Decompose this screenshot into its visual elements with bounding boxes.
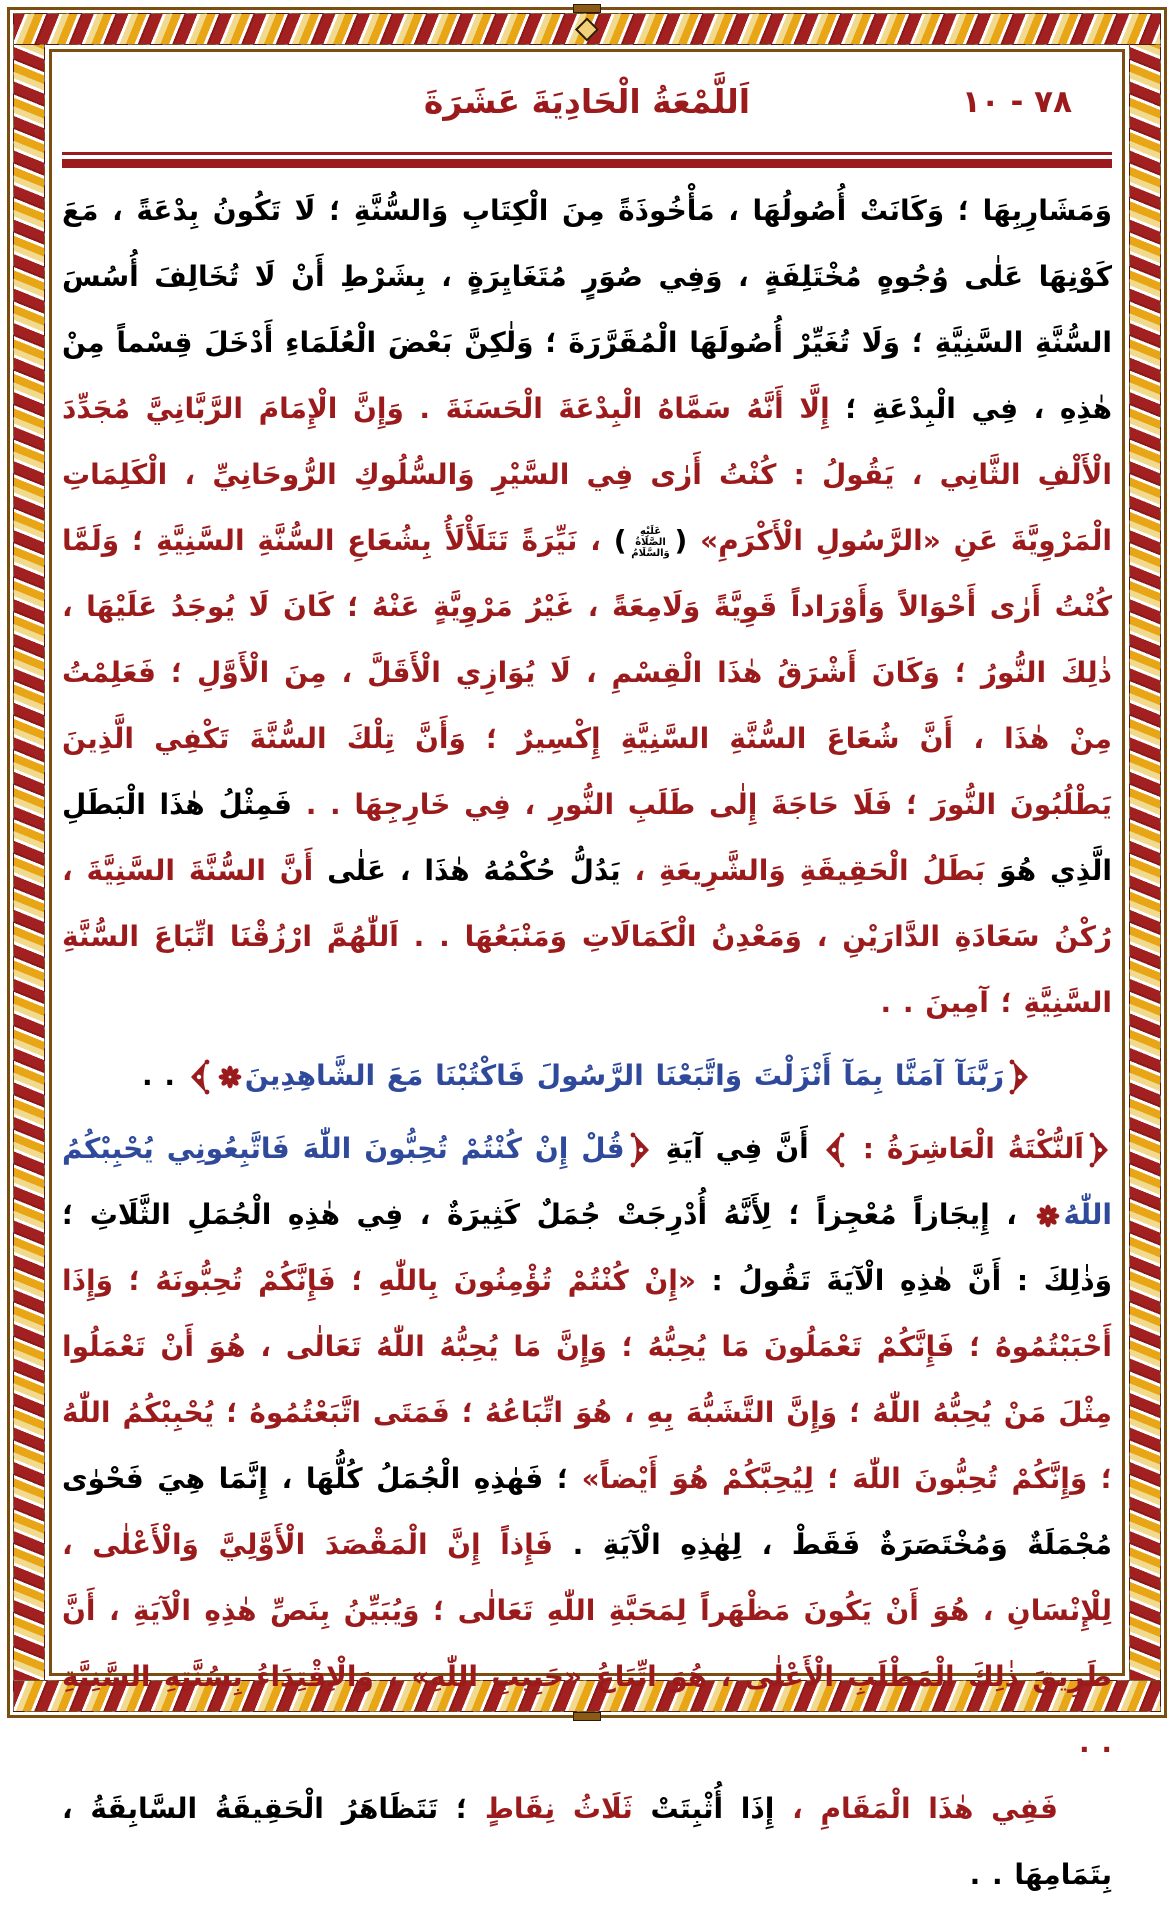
text-run: قُلْ إِنْ كُنْتُمْ تُحِبُّونَ اللّٰهَ فَاتَّبِعُونِي يُحْبِبْكُمُ اللّٰهُ [62,1132,1112,1231]
section-bracket-open-icon [1087,1129,1109,1171]
text-run: . . [141,1059,187,1092]
page-header [62,60,1112,140]
text-run: «إِنْ كُنْتُمْ تُؤْمِنُونَ بِاللّٰهِ ؛ فَإِنَّكُمْ تُحِبُّونَهُ ؛ وَإِذَا أَحْبَبْتُمُوهُ ؛ فَإِنَّكُمْ تَعْمَلُونَ مَا يُحِبُّهُ ؛ وَإِنَّ مَا يُحِبُّهُ اللّٰهُ تَعَالٰى ، هُوَ أَنْ تَعْمَلُوا مِثْلَ مَنْ يُحِبُّهُ اللّٰهُ ؛ وَإِنَّ التَّشَبُّهَ بِهِ ، هُوَ اتِّبَاعُهُ ؛ فَمَتَى اتَّبَعْتُمُوهُ ؛ يُحْبِبْكُمُ اللّٰهُ ؛ وَإِنَّكُمْ تُحِبُّونَ اللّٰهَ ؛ لِيُحِبَّكُمْ هُوَ أَيْضاً» [62,1264,1112,1495]
header-rule-thick-line [62,159,1112,168]
border-tab-top [573,4,601,13]
section-bracket-close-icon [825,1129,847,1171]
text-run: اَلنُّكْتَةُ الْعَاشِرَةُ : [849,1132,1084,1165]
text-run: إِلَّا أَنَّهُ سَمَّاهُ الْبِدْعَةَ الْحَسَنَةَ . وَإِنَّ الْإِمَامَ الرَّبَّانِيَّ مُجَدِّدَ الْأَلْفِ الثَّانِي ، يَقُولُ : كُنْتُ أَرٰى فِي السَّيْرِ وَالسُّلُوكِ الرُّوحَانِيِّ ، الْكَلِمَاتِ الْمَرْوِيَّةَ عَنِ «الرَّسُولِ الْأَكْرَمِ» [62,392,1113,557]
text-run: فَفِي هٰذَا الْمَقَامِ ، [774,1792,1059,1825]
page-content [62,60,1113,1891]
tenth-point-paragraph [62,1116,1112,1776]
ayah-bracket-open-icon [628,1129,650,1171]
quran-verse-line [62,1040,1112,1112]
verse-bracket-close-icon [190,1056,212,1098]
text-run: ؛ فَهٰذِهِ الْجُمَلُ كُلُّهَا ، إِنَّمَا هِيَ فَحْوٰى مُجْمَلَةٌ وَمُخْتَصَرَةٌ فَقَطْ ، لِهٰذِهِ الْآيَةِ . [62,1462,1112,1561]
ayah-end-rosette-icon [1036,1204,1060,1228]
page-title: اَللَّمْعَةُ الْحَادِيَةَ عَشَرَةَ [423,82,751,121]
header-rule [62,152,1112,168]
text-run: ، إِيجَازاً مُعْجِزاً ؛ لِأَنَّهُ أُدْرِجَتْ جُمَلٌ كَثِيرَةٌ ، فِي هٰذِهِ الْجُمَلِ الثَّلَاثِ ؛ وَذٰلِكَ : أَنَّ هٰذِهِ الْآيَةَ تَقُولُ : [62,1198,1112,1297]
text-run: ، نَيِّرَةً تَتَلَأْلَأُ بِشُعَاعِ السُّنَّةِ السَّنِيَّةِ ؛ وَلَمَّا كُنْتُ أَرٰى أَحْوَالاً وَأَوْرَاداً قَوِيَّةً وَلَامِعَةً ، غَيْرُ مَرْوِيَّةٍ عَنْهُ ؛ كَانَ لَا يُوجَدُ عَلَيْهَا ، ذٰلِكَ النُّورُ ؛ وَكَانَ أَشْرَقُ هٰذَا الْقِسْمِ ، لَا يُوَازِي الْأَقَلَّ ، مِنَ الْأَوَّلِ ؛ فَعَلِمْتُ مِنْ هٰذَا ، أَنَّ شُعَاعَ السُّنَّةِ السَّنِيَّةِ إِكْسِيرٌ ؛ وَأَنَّ تِلْكَ السُّنَّةَ تَكْفِي الَّذِينَ يَطْلُبُونَ النُّورَ ؛ فَلَا حَاجَةَ إِلٰى طَلَبِ النُّورِ ، فِي خَارِجِهَا . . [62,524,1112,821]
text-run: يَدُلُّ حُكْمُهُ هٰذَا ، عَلٰى [313,854,621,887]
text-run: أَنَّ فِي آيَةِ [652,1132,822,1165]
border-chain-right [1129,44,1161,1681]
text-run: ؛ تَتَظَاهَرُ الْحَقِيقَةُ السَّابِقَةُ ، بِتَمَامِهَا . . [62,1792,1112,1891]
salawat-mark: (عَلَيْهِ الصَّلَاةُ وَالسَّلَامُ) [613,524,688,559]
verse-end-rosette-icon [218,1065,242,1089]
continuation-paragraph [62,178,1112,1036]
closing-line [62,1776,1112,1908]
verse-bracket-open-icon [1007,1056,1029,1098]
border-chain-left [13,44,45,1681]
page-number: ٧٨ - ١٠ [961,84,1072,120]
text-run: ثَلَاثُ نِقَاطٍ [467,1792,633,1825]
text-run: إِذَا أُثْبِتَتْ [632,1792,775,1825]
text-run: رَبَّنَآ آمَنَّا بِمَآ أَنْزَلْتَ وَاتَّبَعْنَا الرَّسُولَ فَاكْتُبْنَا مَعَ الشَّاهِدِينَ [244,1059,1005,1092]
text-run: وَمَشَارِبِهَا ؛ وَكَانَتْ أُصُولُهَا ، مَأْخُوذَةً مِنَ الْكِتَابِ وَالسُّنَّةِ ؛ لَا تَكُونُ بِدْعَةً ، مَعَ كَوْنِهَا عَلٰى وُجُوهٍ مُخْتَلِفَةٍ ، وَفِي صُوَرٍ مُتَغَايِرَةٍ ، بِشَرْطِ أَنْ لَا تُخَالِفَ أُسُسَ السُّنَّةِ السَّنِيَّةِ ؛ وَلَا تُغَيِّرْ أُصُولَهَا الْمُقَرَّرَةَ ؛ وَلٰكِنَّ بَعْضَ الْعُلَمَاءِ أَدْخَلَ قِسْماً مِنْ هٰذِهِ ، فِي الْبِدْعَةِ ؛ [62,194,1112,425]
text-run: أَنَّ السُّنَّةَ السَّنِيَّةَ ، رُكْنُ سَعَادَةِ الدَّارَيْنِ ، وَمَعْدِنُ الْكَمَالَاتِ وَمَنْبَعُهَا . . اَللّٰهُمَّ ارْزُقْنَا اتِّبَاعَ السُّنَّةِ السَّنِيَّةِ ؛ آمِينَ . . [62,854,1112,1019]
text-run: بَطَلُ الْحَقِيقَةِ وَالشَّرِيعَةِ ، [620,854,986,887]
text-run: فَإِذاً إِنَّ الْمَقْصَدَ الْأَوَّلِيَّ وَالْأَعْلٰى ، لِلْإِنْسَانِ ، هُوَ أَنْ يَكُونَ مَظْهَراً لِمَحَبَّةِ اللّٰهِ تَعَالٰى ؛ وَيُبَيِّنُ بِنَصِّ هٰذِهِ الْآيَةِ ، أَنَّ طَرِيقَ ذٰلِكَ الْمَطْلَبِ الْأَعْلٰى ، هُوَ اتِّبَاعُ «حَبِيبِ اللّٰهِ» ، وَالْاِقْتِدَاءُ بِسُنَّتِهِ السَّنِيَّةِ . . [62,1528,1112,1759]
salawat-mark-text: عَلَيْهِ الصَّلَاةُ وَالسَّلَامُ [631,525,670,559]
body-text [62,178,1112,1908]
text-run: فَمِثْلُ هٰذَا الْبَطَلِ الَّذِي هُوَ [62,788,1112,887]
